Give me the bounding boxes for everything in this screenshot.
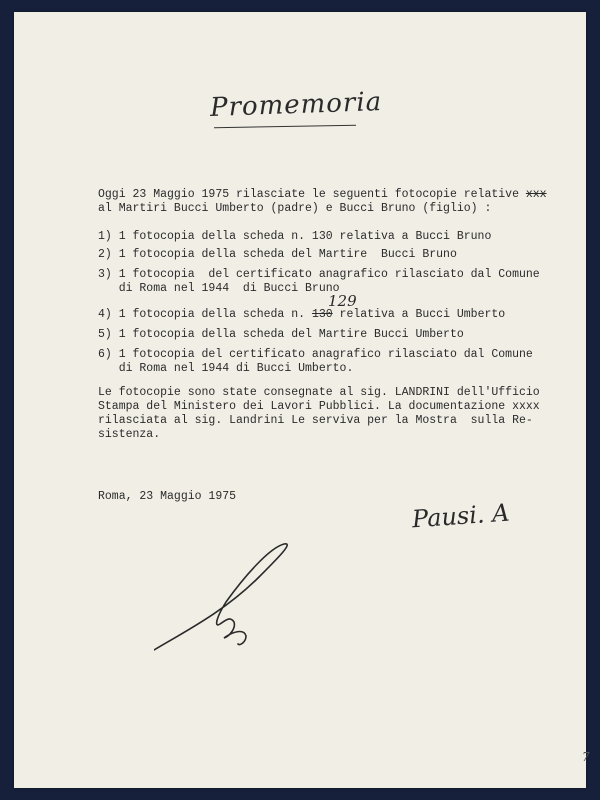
- list-item-1: 1) 1 fotocopia della scheda n. 130 relativa a Bucci Bruno: [98, 230, 492, 243]
- closing-line-3: rilasciata al sig. Landrini Le serviva per la Mostra sulla Re-: [98, 414, 533, 427]
- dateline: Roma, 23 Maggio 1975: [98, 490, 237, 503]
- closing-paragraph: [98, 386, 540, 442]
- intro-line-2: al Martiri Bucci Umberto (padre) e Bucci Bruno (figlio) :: [98, 202, 492, 215]
- handwritten-correction: 129: [328, 292, 357, 310]
- title-underline: [214, 125, 356, 128]
- list-item-3-line-2: di Roma nel 1944 di Bucci Bruno: [98, 282, 340, 295]
- list-item-4: [98, 308, 505, 322]
- closing-line-2: Stampa del Ministero dei Lavori Pubblici. La documentazione xxxx: [98, 400, 540, 413]
- list-item-6-line-1: 6) 1 fotocopia del certificato anagrafico rilasciato dal Comune: [98, 348, 533, 361]
- list-item-5: 5) 1 fotocopia della scheda del Martire Bucci Umberto: [98, 328, 464, 341]
- handwritten-title: Promemoria: [209, 87, 383, 123]
- list-item-3-line-1: 3) 1 fotocopia del certificato anagrafico rilasciato dal Comune: [98, 268, 540, 281]
- handwritten-signature-text: Pausi. A: [411, 498, 511, 534]
- closing-line-4: sistenza.: [98, 428, 161, 441]
- list-item-3: [98, 268, 540, 296]
- signature-stroke: [154, 544, 287, 650]
- list-item-4-prefix: 4) 1 fotocopia della scheda n.: [98, 308, 312, 321]
- signature-scribble: [154, 532, 314, 662]
- intro-paragraph: [98, 188, 547, 216]
- list-item-2: 2) 1 fotocopia della scheda del Martire Bucci Bruno: [98, 248, 457, 261]
- page-number: 7: [582, 750, 590, 764]
- list-item-6-line-2: di Roma nel 1944 di Bucci Umberto.: [98, 362, 354, 375]
- list-item-4-struck-number: 130: [311, 308, 333, 321]
- list-item-4-suffix: relativa a Bucci Umberto: [332, 308, 506, 321]
- document-page: [14, 12, 590, 788]
- intro-line-1: Oggi 23 Maggio 1975 rilasciate le seguenti fotocopie relative: [98, 188, 519, 201]
- list-item-6: [98, 348, 533, 376]
- intro-struck-text: xxx: [525, 188, 547, 201]
- closing-line-1: Le fotocopie sono state consegnate al sig. LANDRINI dell'Ufficio: [98, 386, 540, 399]
